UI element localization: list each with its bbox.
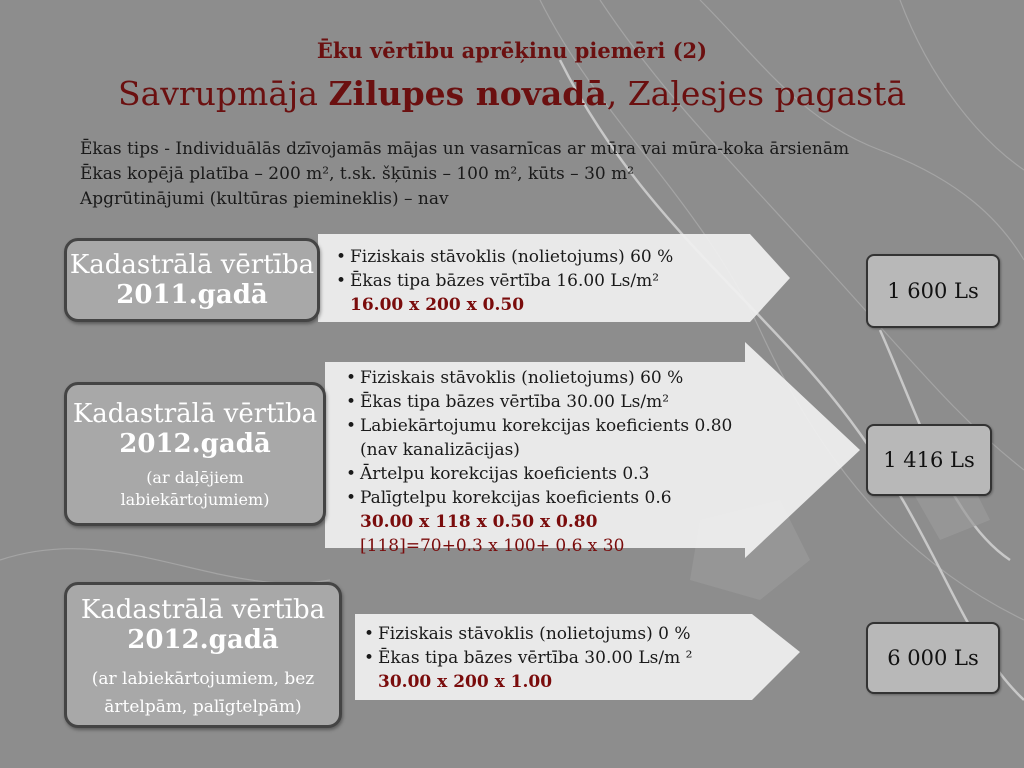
- bullet-item: • Labiekārtojumu korekcijas koeficients 0.80 (nav kanalizācijas): [346, 414, 746, 462]
- box-note: (ar labiekārtojumiem, bez ārtelpām, palīgtelpām): [91, 669, 315, 717]
- description-line: Apgrūtinājumi (kultūras piemineklis) – nav: [80, 189, 449, 209]
- box-year: 2012.gadā: [119, 429, 271, 459]
- box-year: 2012.gadā: [127, 625, 279, 655]
- bullet-item: • Fiziskais stāvoklis (nolietojums) 60 %: [346, 366, 746, 390]
- bullet-item: • Fiziskais stāvoklis (nolietojums) 60 %: [336, 245, 736, 269]
- bullet-item: • Ēkas tipa bāzes vērtība 30.00 Ls/m ²: [364, 646, 764, 670]
- bullet-item: • Ēkas tipa bāzes vērtība 16.00 Ls/m²: [336, 269, 736, 293]
- formula: 16.00 x 200 x 0.50: [350, 295, 525, 315]
- formula: 30.00 x 118 x 0.50 x 0.80: [360, 512, 598, 532]
- valuation-box-2012-partial: [64, 382, 326, 526]
- valuation-box-2012-full: [64, 582, 342, 728]
- box-label: Kadastrālā vērtība: [72, 399, 318, 429]
- formula: 30.00 x 200 x 1.00: [378, 672, 553, 692]
- result-2012-partial: 1 416 Ls: [866, 424, 992, 496]
- description-line: Ēkas kopējā platība – 200 m², t.sk. šķūnis – 100 m², kūts – 30 m²: [80, 164, 635, 184]
- calculation-list-3: [364, 622, 764, 694]
- valuation-box-2011: [64, 238, 320, 322]
- box-note: (ar daļējiem labiekārtojumiem): [120, 468, 270, 509]
- box-year: 2011.gadā: [116, 280, 268, 310]
- calculation-list-1: [336, 245, 736, 317]
- title-bold: Zilupes novadā: [328, 74, 607, 113]
- bullet-item: • Ārtelpu korekcijas koeficients 0.3: [346, 462, 746, 486]
- page-subtitle: Ēku vērtību aprēķinu piemēri (2): [316, 38, 708, 63]
- bullet-item: • Fiziskais stāvoklis (nolietojums) 0 %: [364, 622, 764, 646]
- result-2012-full: 6 000 Ls: [866, 622, 1000, 694]
- description-line: Ēkas tips - Individuālās dzīvojamās mājas un vasarnīcas ar mūra vai mūra-koka ārsienām: [80, 139, 850, 159]
- title-suffix: , Zaļesjes pagastā: [606, 74, 907, 113]
- calculation-list-2: [346, 366, 746, 558]
- result-2011: 1 600 Ls: [866, 254, 1000, 328]
- title-prefix: Savrupmāja: [117, 74, 329, 113]
- formula-note: [118]=70+0.3 x 100+ 0.6 x 30: [360, 536, 625, 556]
- box-label: Kadastrālā vērtība: [69, 250, 315, 280]
- box-label: Kadastrālā vērtība: [80, 595, 326, 625]
- bullet-item: • Ēkas tipa bāzes vērtība 30.00 Ls/m²: [346, 390, 746, 414]
- bullet-item: • Palīgtelpu korekcijas koeficients 0.6: [346, 486, 746, 510]
